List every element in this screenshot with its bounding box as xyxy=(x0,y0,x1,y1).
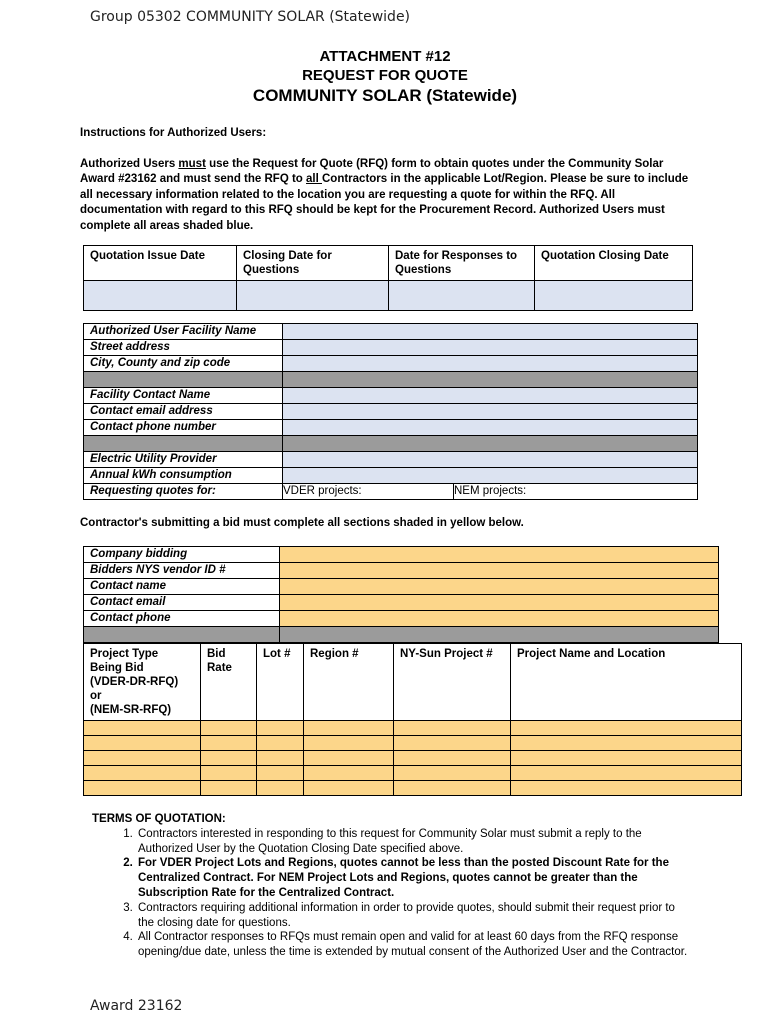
facility-contact-name-field[interactable] xyxy=(283,388,698,404)
bid-cell[interactable] xyxy=(511,781,742,796)
bid-cell[interactable] xyxy=(394,766,511,781)
bid-cell[interactable] xyxy=(511,766,742,781)
bid-cell[interactable] xyxy=(304,751,394,766)
bid-cell[interactable] xyxy=(511,751,742,766)
bid-cell[interactable] xyxy=(84,766,201,781)
bid-cell[interactable] xyxy=(511,721,742,736)
street-address-field[interactable] xyxy=(283,340,698,356)
bid-cell[interactable] xyxy=(304,721,394,736)
project-type-header-line: (NEM-SR-RFQ) xyxy=(90,704,172,716)
terms-list xyxy=(90,827,690,960)
project-type-header xyxy=(84,644,201,721)
contact-phone-label: Contact phone number xyxy=(84,420,283,436)
bid-cell[interactable] xyxy=(394,721,511,736)
bid-cell[interactable] xyxy=(257,766,304,781)
company-bidding-label: Company bidding xyxy=(84,547,280,563)
requesting-quotes-label: Requesting quotes for: xyxy=(84,484,283,500)
contractor-note: Contractor's submitting a bid must complete all sections shaded in yellow below. xyxy=(80,517,524,529)
bid-cell[interactable] xyxy=(304,781,394,796)
closing-date-questions-header: Closing Date for Questions xyxy=(237,246,389,281)
bid-cell[interactable] xyxy=(257,751,304,766)
bid-cell[interactable] xyxy=(257,781,304,796)
instructions-text-1: Authorized Users xyxy=(80,158,179,170)
project-name-location-header: Project Name and Location xyxy=(511,644,742,721)
street-address-label: Street address xyxy=(84,340,283,356)
terms-section xyxy=(90,812,690,960)
separator-cell xyxy=(84,436,283,452)
facility-name-label: Authorized User Facility Name xyxy=(84,324,283,340)
quotation-issue-date-field[interactable] xyxy=(84,281,237,311)
bid-cell[interactable] xyxy=(201,721,257,736)
attachment-title: ATTACHMENT #12 xyxy=(319,48,451,65)
program-title: COMMUNITY SOLAR (Statewide) xyxy=(252,86,518,105)
bid-cell[interactable] xyxy=(84,736,201,751)
bid-rate-header xyxy=(201,644,257,721)
bid-cell[interactable] xyxy=(201,736,257,751)
contractor-contact-email-label: Contact email xyxy=(84,595,280,611)
terms-item-3: 3. Contractors requiring additional information in order to provide quotes, should submit their request prior to the closing date for questions. xyxy=(136,901,690,931)
company-bidding-field[interactable] xyxy=(280,547,719,563)
bid-table xyxy=(83,643,742,796)
quote-dates-table xyxy=(83,245,693,311)
project-type-header-line: Being Bid xyxy=(90,662,144,674)
contractor-info-table xyxy=(83,546,719,643)
quotation-issue-date-header: Quotation Issue Date xyxy=(84,246,237,281)
bid-rate-header-line: Bid xyxy=(207,648,226,660)
project-type-header-line: (VDER-DR-RFQ) xyxy=(90,676,179,688)
region-header: Region # xyxy=(304,644,394,721)
bid-cell[interactable] xyxy=(201,781,257,796)
facility-contact-name-label: Facility Contact Name xyxy=(84,388,283,404)
separator-cell xyxy=(84,372,283,388)
bid-cell[interactable] xyxy=(394,781,511,796)
instructions-text-2: use the Request for Quote (RFQ) form to obtain quotes under the Community Solar Award #23162 and must send the RFQ to xyxy=(80,158,664,186)
rfq-title: REQUEST FOR QUOTE xyxy=(302,67,468,84)
instructions-paragraph xyxy=(80,157,700,234)
bid-cell[interactable] xyxy=(394,751,511,766)
nem-projects-field[interactable]: NEM projects: xyxy=(454,484,698,500)
terms-title: TERMS OF QUOTATION: xyxy=(92,813,226,825)
project-type-header-line: Project Type xyxy=(90,648,159,660)
bid-cell[interactable] xyxy=(394,736,511,751)
date-responses-field[interactable] xyxy=(389,281,535,311)
quotation-closing-date-field[interactable] xyxy=(535,281,693,311)
separator-cell xyxy=(280,627,719,643)
separator-cell xyxy=(283,436,698,452)
instructions-all: all xyxy=(306,173,322,186)
quotation-closing-date-header: Quotation Closing Date xyxy=(535,246,693,281)
bid-cell[interactable] xyxy=(201,751,257,766)
bid-cell[interactable] xyxy=(257,721,304,736)
page-header: Group 05302 COMMUNITY SOLAR (Statewide) xyxy=(90,9,411,25)
bid-cell[interactable] xyxy=(84,751,201,766)
bid-cell[interactable] xyxy=(304,736,394,751)
contractor-contact-name-field[interactable] xyxy=(280,579,719,595)
bid-rate-header-line: Rate xyxy=(207,662,232,674)
electric-utility-label: Electric Utility Provider xyxy=(84,452,283,468)
vder-projects-field[interactable]: VDER projects: xyxy=(283,484,454,500)
facility-name-field[interactable] xyxy=(283,324,698,340)
vendor-id-label: Bidders NYS vendor ID # xyxy=(84,563,280,579)
city-county-zip-label: City, County and zip code xyxy=(84,356,283,372)
instructions-heading: Instructions for Authorized Users: xyxy=(80,127,267,139)
electric-utility-field[interactable] xyxy=(283,452,698,468)
bid-cell[interactable] xyxy=(84,721,201,736)
bid-cell[interactable] xyxy=(257,736,304,751)
instructions-text-3: Contractors in the applicable Lot/Region. Please be sure to include all necessary information related to the location you are requesting a quote for within the RFQ. All documentation with regard to this RFQ should be kept for the Procurement Record. Authorized Users must complete all areas shaded blue. xyxy=(80,173,689,232)
contact-email-label: Contact email address xyxy=(84,404,283,420)
city-county-zip-field[interactable] xyxy=(283,356,698,372)
contractor-contact-email-field[interactable] xyxy=(280,595,719,611)
contractor-contact-phone-field[interactable] xyxy=(280,611,719,627)
separator-cell xyxy=(84,627,280,643)
bid-cell[interactable] xyxy=(84,781,201,796)
bid-cell[interactable] xyxy=(201,766,257,781)
contractor-contact-phone-label: Contact phone xyxy=(84,611,280,627)
annual-kwh-label: Annual kWh consumption xyxy=(84,468,283,484)
vendor-id-field[interactable] xyxy=(280,563,719,579)
project-type-header-line: or xyxy=(90,690,102,702)
date-responses-header: Date for Responses to Questions xyxy=(389,246,535,281)
closing-date-questions-field[interactable] xyxy=(237,281,389,311)
contractor-contact-name-label: Contact name xyxy=(84,579,280,595)
instructions-must: must xyxy=(178,158,206,170)
bid-cell[interactable] xyxy=(511,736,742,751)
user-info-table xyxy=(83,323,698,500)
terms-item-4: 4. All Contractor responses to RFQs must remain open and valid for at least 60 days from the RFQ response opening/due date, unless the time is extended by mutual consent of the Authorized User and the Contractor. xyxy=(136,930,690,960)
page-footer: Award 23162 xyxy=(90,998,183,1014)
bid-cell[interactable] xyxy=(304,766,394,781)
lot-header: Lot # xyxy=(257,644,304,721)
terms-item-1: 1. Contractors interested in responding to this request for Community Solar must submit a reply to the Authorized User by the Quotation Closing Date specified above. xyxy=(136,827,690,857)
contact-phone-field[interactable] xyxy=(283,420,698,436)
separator-cell xyxy=(283,372,698,388)
contact-email-field[interactable] xyxy=(283,404,698,420)
nysun-project-header: NY-Sun Project # xyxy=(394,644,511,721)
annual-kwh-field[interactable] xyxy=(283,468,698,484)
terms-item-2: 2. For VDER Project Lots and Regions, quotes cannot be less than the posted Discount Rate for the Centralized Contract. For NEM Project Lots and Regions, quotes cannot be greater than the Subscription Rate for the Centralized Contract. xyxy=(136,856,690,900)
